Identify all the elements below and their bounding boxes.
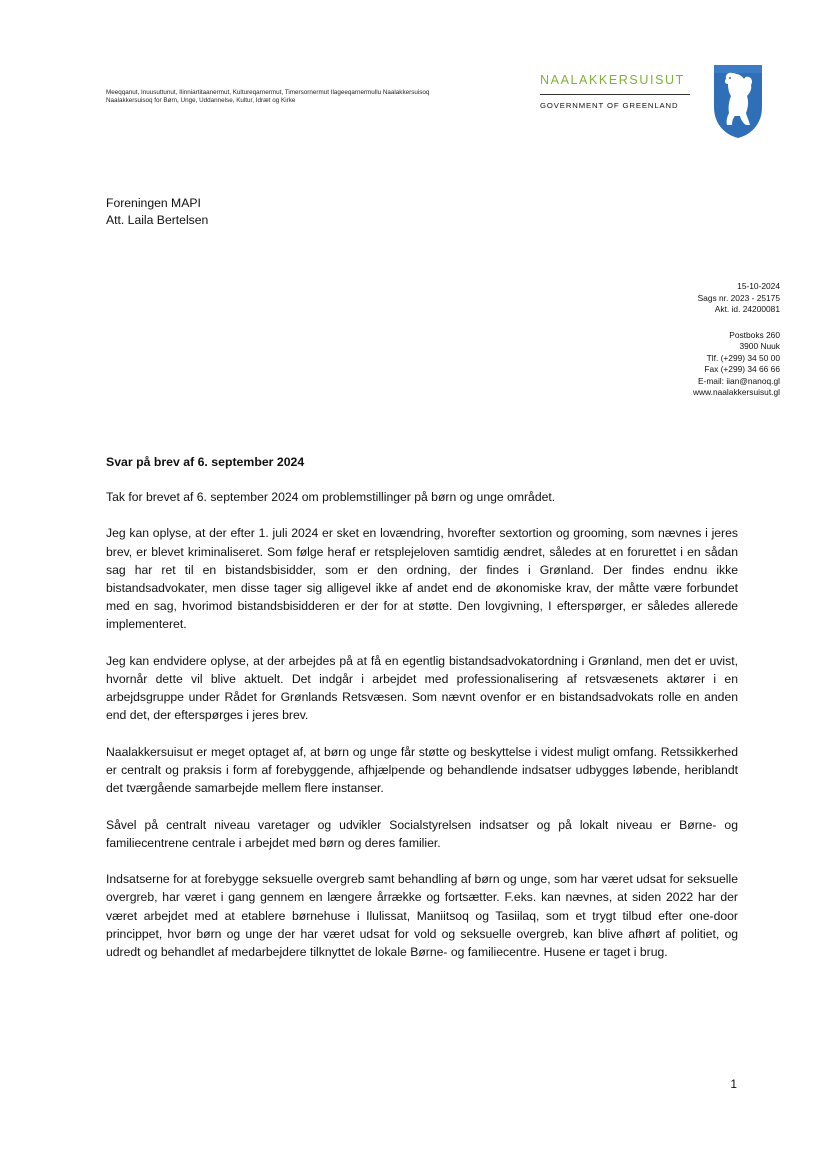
letter-subject: Svar på brev af 6. september 2024 [106,455,305,469]
coat-of-arms-icon [712,63,764,139]
body-paragraph: Jeg kan endvidere oplyse, at der arbejdes på at få en egentlig bistandsadvokatordning i Grønland, men det er uvist, hvornår dette vil blive aktuelt. Det indgår i arbejdet med professionalisering af retsvæsenets aktører i en arbejdsgruppe under Rådet for Grønlands Retsvæsen. Som nævnt ovenfor er en bistandsadvokats rolle en anden end det, der efterspørges i jeres brev. [106,653,738,723]
phone-number: Tlf. (+299) 34 50 00 [706,352,780,363]
body-paragraph: Tak for brevet af 6. september 2024 om problemstillinger på børn og unge området. [106,490,556,504]
body-paragraph: Såvel på centralt niveau varetager og udvikler Socialstyrelsen indsatser og på lokalt niveau er Børne- og familiecentrene centrale i arbejdet med børn og deres familier. [106,817,738,850]
body-paragraph: Indsatserne for at forebygge seksuelle overgreb samt behandling af børn og unge, som har været udsat for seksuelle overgreb, har været i gang gennem en længere årrække og fortsætter. F.eks. kan nævnes, at siden 2022 har der været arbejdet med at etablere børnehuse i Ilulissat, Maniitsoq og Tasiilaq, som et trygt tilbud efter one-door princippet, hvor børn og unge der har været udsat for vold og seksuelle overgreb, kan blive afhørt af politiet, og udredt og behandlet af medarbejdere tilknyttet de lokale Børne- og familiecentre. Husene er taget i brug. [106,872,738,959]
body-paragraph: Jeg kan oplyse, at der efter 1. juli 2024 er sket en lovændring, hvorefter sextortion og grooming, som nævnes i jeres brev, er blevet kriminaliseret. Som følge heraf er retsplejeloven samtidig ændret, således at en forurettet i en sådan sag har ret til en bistandsbisidder, som er den ordning, der findes i Grønland. Der findes endnu ikke bistandsadvokater, men disse tager sig alligevel ikke af andet end de økonomiske krav, der måtte være forbundet med en sag, hvorimod bistandsbisidderen er der for at støtte. Den lovgivning, I efterspørger, er således allerede implementeret. [106,526,738,632]
department-line-danish: Naalakkersuisoq for Børn, Unge, Uddannelse, Kultur, Idræt og Kirke [106,97,296,104]
letter-body [106,488,738,979]
brand-name: NAALAKKERSUISUT [540,73,685,87]
email-address: E-mail: iian@nanoq.gl [697,375,780,386]
government-logo-text [540,73,692,110]
website-address: www.naalakkersuisut.gl [692,387,780,397]
department-line-greenlandic: Meeqqanut, Inuusuttunut, Ilinniartitaanermut, Kultureqarnermut, Timersornermut Ilageeqarnermullu Naalakkersuisoq [106,89,430,96]
meta-spacer [693,316,780,330]
recipient-attention: Att. Laila Bertelsen [106,213,209,227]
postal-city: 3900 Nuuk [739,341,780,351]
brand-divider [540,94,690,95]
recipient-organisation: Foreningen MAPI [106,196,201,210]
po-box: Postboks 260 [729,329,780,340]
body-paragraph: Naalakkersuisut er meget optaget af, at børn og unge får støtte og beskyttelse i videst muligt omfang. Retssikkerhed er centralt og praksis i form af forebyggende, afhjælpende og behandlende indsatser udbygges løbende, heriblandt det tværgående samarbejde mellem flere instanser. [106,744,738,796]
department-names [106,89,536,105]
document-id: Akt. id. 24200081 [714,304,780,314]
letter-date: 15-10-2024 [737,281,780,291]
recipient-block [106,195,208,229]
page-number: 1 [730,1077,737,1091]
case-number: Sags nr. 2023 - 25175 [697,292,780,303]
letter-meta [693,281,780,399]
fax-number: Fax (+299) 34 66 66 [704,364,780,374]
brand-subtitle: GOVERNMENT OF GREENLAND [540,101,679,110]
